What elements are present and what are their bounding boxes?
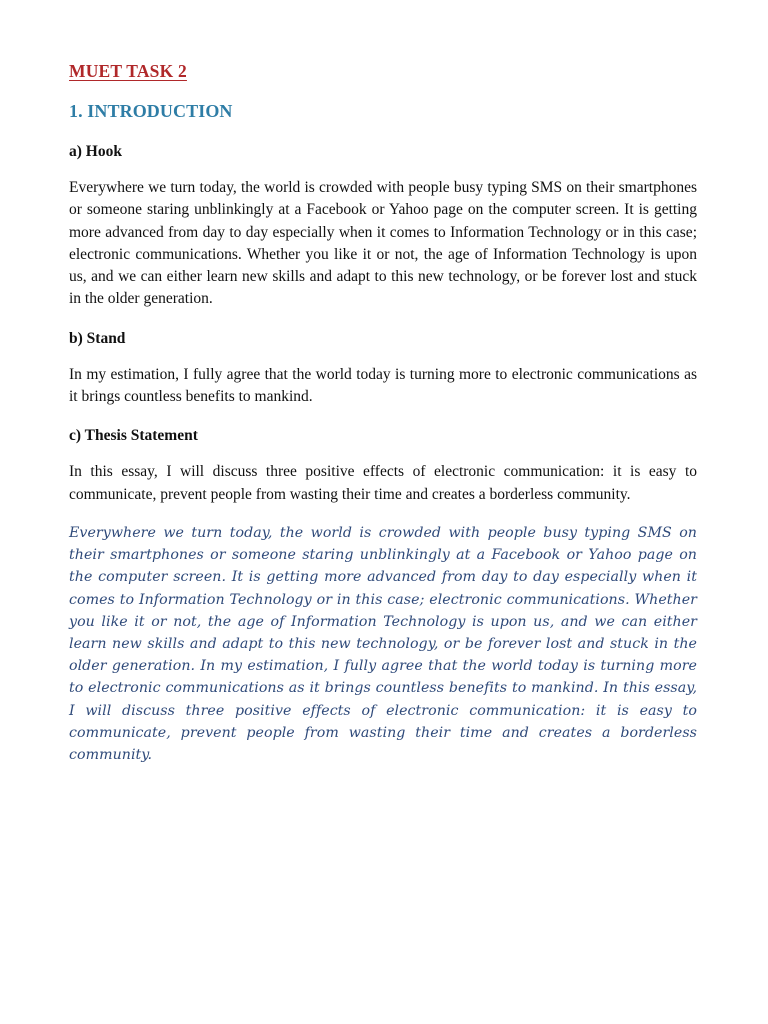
document-title: MUET TASK 2 (69, 61, 187, 81)
thesis-paragraph: In this essay, I will discuss three positive effects of electronic communication: it is easy to communicate, prevent people from wasting their time and creates a borderless community. (69, 463, 697, 503)
hook-heading: a) Hook (69, 143, 122, 160)
hook-paragraph: Everywhere we turn today, the world is crowded with people busy typing SMS on their smartphones or someone staring unblinkingly at a Facebook or Yahoo page on the computer screen. It is getting more advanced from day to day especially when it comes to Information Technology or in this case; electronic communications. Whether you like it or not, the age of Information Technology is upon us, and we can either learn new skills and adapt to this new technology, or be forever lost and stuck in the older generation. (69, 179, 697, 308)
document-page (69, 58, 697, 766)
stand-paragraph: In my estimation, I fully agree that the world today is turning more to electronic communications as it brings countless benefits to mankind. (69, 365, 697, 406)
stand-heading: b) Stand (69, 329, 126, 347)
combined-introduction-paragraph: Everywhere we turn today, the world is crowded with people busy typing SMS on their smartphones or someone staring unblinkingly at a Facebook or Yahoo page on the computer screen. It is getting more advanced from day to day especially when it comes to Information Technology or in this case; electronic communications. Whether you like it or not, the age of Information Technology is upon us, and we can either learn new skills and adapt to this new technology, or be forever lost and stuck in the older generation. In my estimation, I fully agree that the world today is turning more to electronic communications as it brings countless benefits to mankind. In this essay, I will discuss three positive effects of electronic communication: it is easy to communicate, prevent people from wasting their time and creates a borderless community. (69, 524, 697, 763)
thesis-heading: c) Thesis Statement (69, 427, 198, 445)
section-heading-introduction: 1. INTRODUCTION (69, 101, 233, 121)
